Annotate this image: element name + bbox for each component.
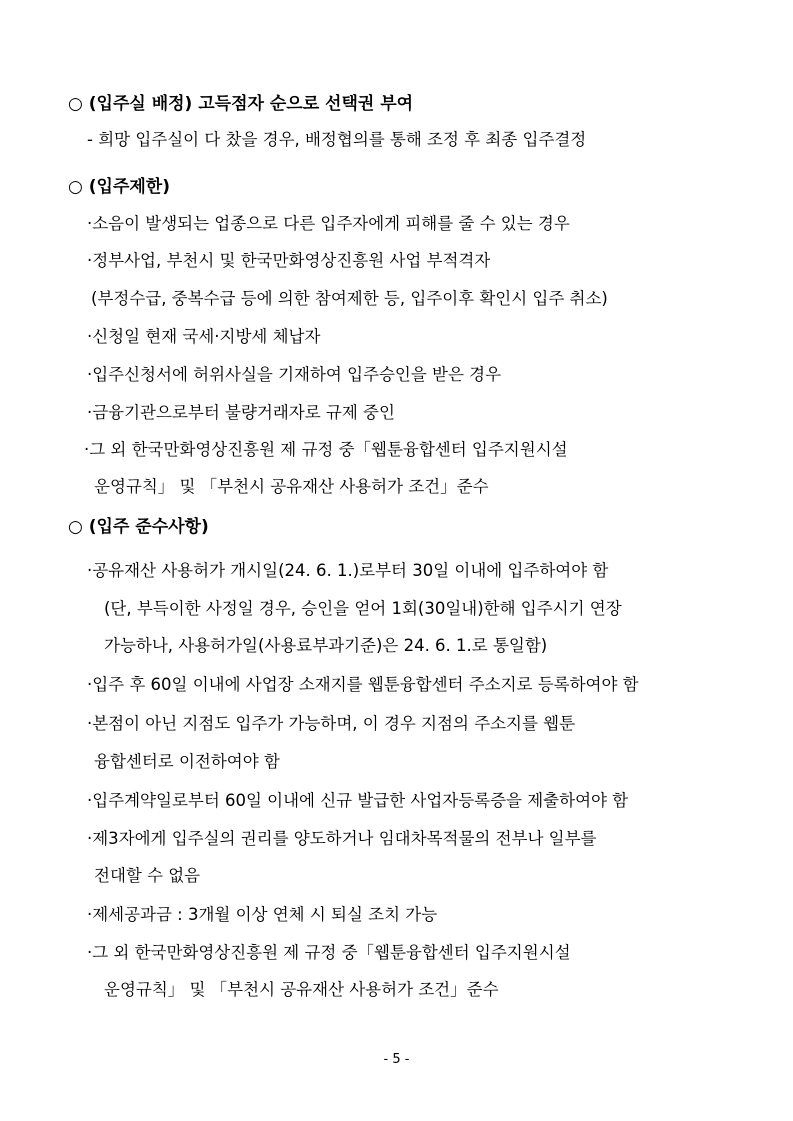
list-item: ·제3자에게 입주실의 권리를 양도하거나 임대차목적물의 전부나 일부를	[87, 829, 597, 848]
list-item: ·입주 후 60일 이내에 사업장 소재지를 웹툰융합센터 주소지로 등록하여야 함	[87, 675, 639, 694]
list-item-continuation: 가능하나, 사용허가일(사용료부과기준)은 24. 6. 1.로 통일함)	[104, 636, 548, 655]
list-item: ·신청일 현재 국세·지방세 체납자	[87, 327, 321, 346]
list-item-continuation: 운영규칙」 및 「부천시 공유재산 사용허가 조건」준수	[104, 980, 499, 999]
section-heading-room-assignment: ○ (입주실 배정) 고득점자 순으로 선택권 부여	[68, 94, 414, 114]
list-item-continuation: 전대할 수 없음	[94, 866, 201, 885]
list-item-continuation: 운영규칙」 및 「부천시 공유재산 사용허가 조건」준수	[94, 477, 489, 496]
list-item: ·소음이 발생되는 업종으로 다른 입주자에게 피해를 줄 수 있는 경우	[87, 214, 570, 233]
list-item-continuation: (부정수급, 중복수급 등에 의한 참여제한 등, 입주이후 확인시 입주 취소)	[91, 289, 608, 308]
list-item: ·입주계약일로부터 60일 이내에 신규 발급한 사업자등록증을 제출하여야 함	[87, 791, 629, 810]
list-item: ·입주신청서에 허위사실을 기재하여 입주승인을 받은 경우	[87, 365, 502, 384]
list-item: - 희망 입주실이 다 찼을 경우, 배정협의를 통해 조정 후 최종 입주결정	[87, 130, 587, 149]
list-item: ·금융기관으로부터 불량거래자로 규제 중인	[87, 403, 395, 422]
list-item: ·그 외 한국만화영상진흥원 제 규정 중「웹툰융합센터 입주지원시설	[84, 440, 568, 459]
list-item: ·정부사업, 부천시 및 한국만화영상진흥원 사업 부적격자	[87, 251, 491, 270]
list-item: ·제세공과금 : 3개월 이상 연체 시 퇴실 조치 가능	[87, 905, 438, 924]
section-heading-restrictions: ○ (입주제한)	[68, 177, 170, 197]
list-item: ·그 외 한국만화영상진흥원 제 규정 중「웹툰융합센터 입주지원시설	[87, 943, 571, 962]
list-item: ·본점이 아닌 지점도 입주가 가능하며, 이 경우 지점의 주소지를 웹툰	[87, 714, 576, 733]
list-item: ·공유재산 사용허가 개시일(24. 6. 1.)로부터 30일 이내에 입주하여야 함	[87, 561, 609, 580]
list-item-continuation: (단, 부득이한 사정일 경우, 승인을 얻어 1회(30일내)한해 입주시기 연장	[104, 599, 622, 618]
page-number: - 5 -	[383, 1052, 410, 1067]
section-heading-compliance: ○ (입주 준수사항)	[68, 517, 209, 537]
list-item-continuation: 융합센터로 이전하여야 함	[94, 752, 280, 771]
